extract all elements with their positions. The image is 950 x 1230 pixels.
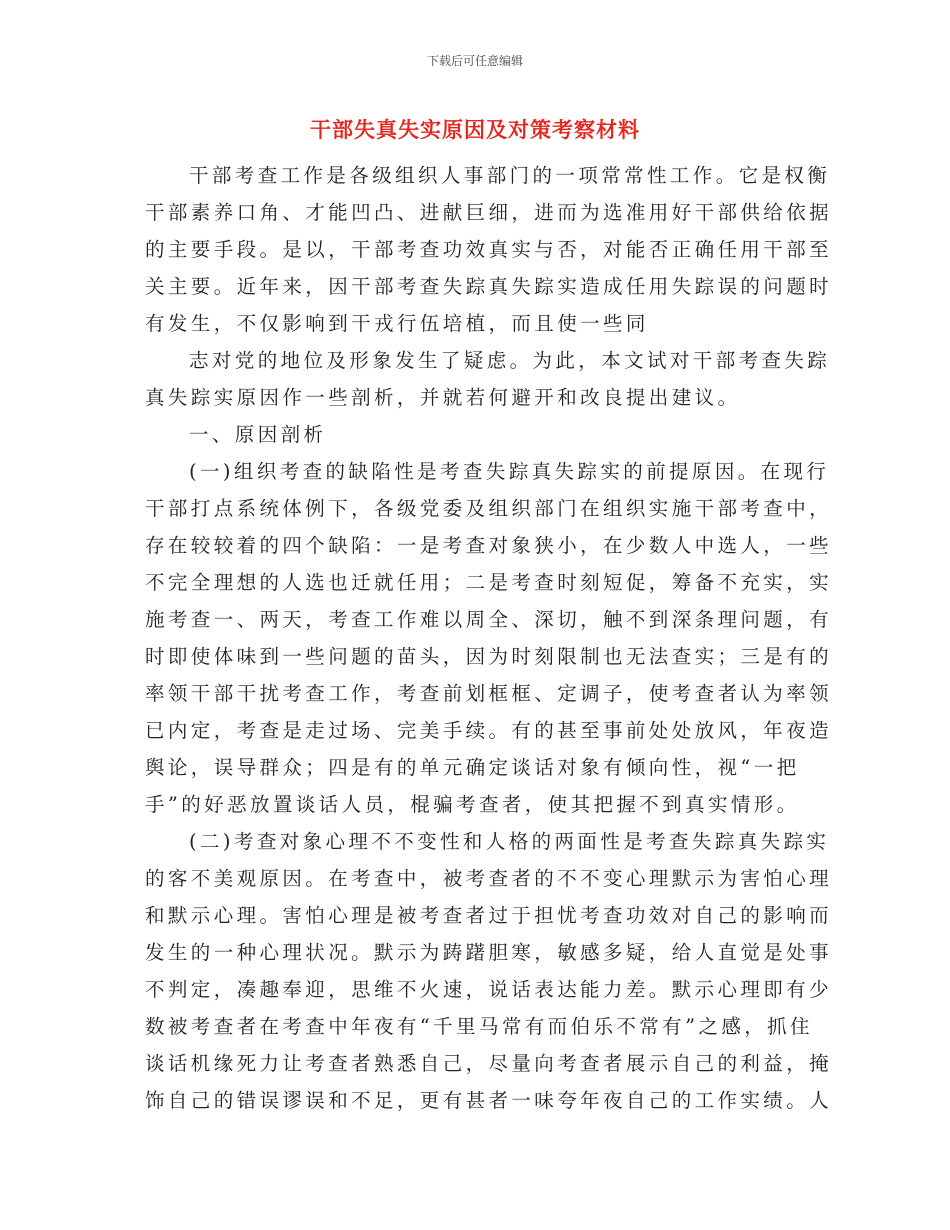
text-line: (二)考查对象心理不不变性和人格的两面性是考查失踪真失踪实 xyxy=(189,830,830,853)
text-line: 存在较较着的四个缺陷：一是考查对象狭小，在少数人中选人，一些 xyxy=(145,534,833,557)
text-line: 手”的好恶放置谈话人员，棍骗考查者，使其把握不到真实情形。 xyxy=(145,793,800,816)
text-line: 时即使体味到一些问题的苗头，因为时刻限制也无法查实；三是有的 xyxy=(145,645,833,668)
header-note: 下载后可任意编辑 xyxy=(426,54,523,68)
text-line: 率领干部干扰考查工作，考查前划框框、定调子，使考查者认为率领 xyxy=(145,682,833,705)
text-line: 饰自己的错误谬误和不足，更有甚者一味夸年夜自己的工作实绩。人 xyxy=(145,1089,833,1112)
text-line: (一)组织考查的缺陷性是考查失踪真失踪实的前提原因。在现行 xyxy=(189,460,830,483)
text-line: 舆论，误导群众；四是有的单元确定谈话对象有倾向性，视“一把 xyxy=(145,756,800,779)
text-line: 真失踪实原因作一些剖析，并就若何避开和改良提出建议。 xyxy=(145,386,741,409)
text-line: 志对党的地位及形象发生了疑虑。为此，本文试对干部考查失踪 xyxy=(189,349,831,372)
text-line: 干部素养口角、才能凹凸、进献巨细，进而为选准用好干部供给依据 xyxy=(145,201,833,224)
document-title: 干部失真失实原因及对策考察材料 xyxy=(310,118,640,142)
text-line: 不判定，凑趣奉迎，思维不火速，说话表达能力差。默示心理即有少 xyxy=(145,978,833,1001)
section-heading: 一、原因剖析 xyxy=(189,423,327,446)
text-line: 发生的一种心理状况。默示为踌躇胆寒，敏感多疑，给人直觉是处事 xyxy=(145,941,833,964)
text-line: 的主要手段。是以，干部考查功效真实与否，对能否正确任用干部至 xyxy=(145,238,833,261)
text-line: 数被考查者在考查中年夜有“千里马常有而伯乐不常有”之感，抓住 xyxy=(145,1015,813,1038)
text-line: 谈话机缘死力让考查者熟悉自己，尽量向考查者展示自己的利益，掩 xyxy=(145,1052,833,1075)
text-line: 干部考查工作是各级组织人事部门的一项常常性工作。它是权衡 xyxy=(189,164,831,187)
text-line: 和默示心理。害怕心理是被考查者过于担忧考查功效对自己的影响而 xyxy=(145,904,833,927)
text-line: 关主要。近年来，因干部考查失踪真失踪实造成任用失踪误的问题时 xyxy=(145,275,833,298)
text-line: 施考查一、两天，考查工作难以周全、深切，触不到深条理问题，有 xyxy=(145,608,833,631)
text-line: 不完全理想的人选也迁就任用；二是考查时刻短促，筹备不充实，实 xyxy=(145,571,833,594)
text-line: 已内定，考查是走过场、完美手续。有的甚至事前处处放风，年夜造 xyxy=(145,719,833,742)
text-line: 干部打点系统体例下，各级党委及组织部门在组织实施干部考查中， xyxy=(145,497,833,520)
text-line: 有发生，不仅影响到干戎行伍培植，而且使一些同 xyxy=(145,312,649,335)
text-line: 的客不美观原因。在考查中，被考查者的不不变心理默示为害怕心理 xyxy=(145,867,833,890)
